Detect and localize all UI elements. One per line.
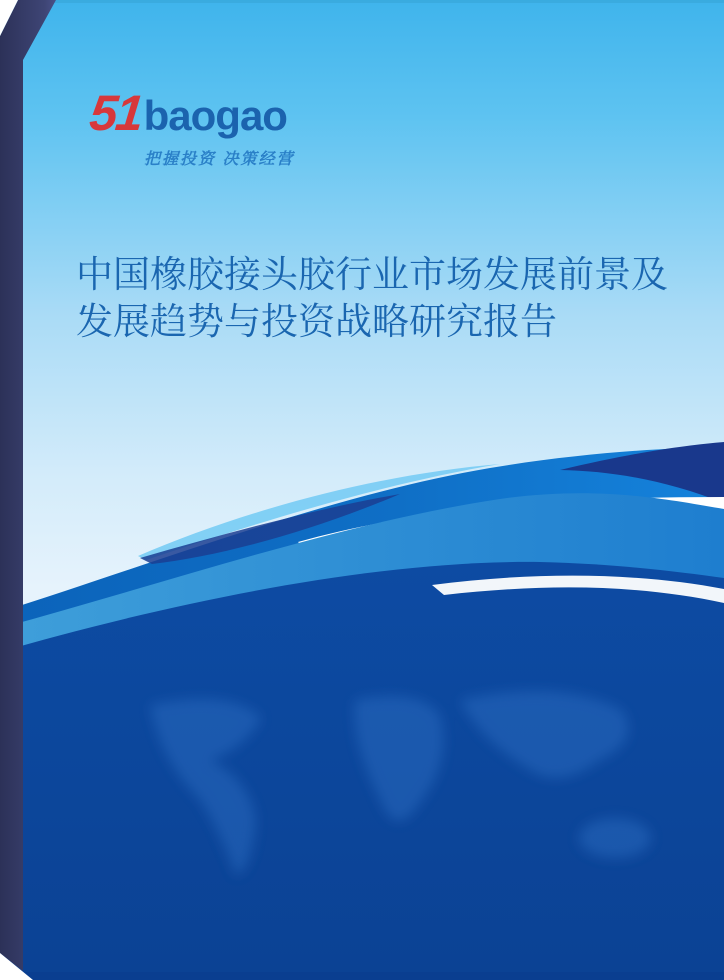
page-top-edge [0,0,724,3]
wave-royal-bottom [0,562,724,980]
brand-logo [87,84,295,169]
title-line-2: 发展趋势与投资战略研究报告 [76,301,557,342]
logo-number: 51 [87,85,145,141]
logo-tagline: 把握投资 决策经营 [144,151,295,168]
report-title [76,251,696,345]
page-bottom-edge [0,972,724,980]
title-line-1: 中国橡胶接头胶行业市场发展前景及 [76,254,668,295]
logo-word: baogao [143,92,287,139]
